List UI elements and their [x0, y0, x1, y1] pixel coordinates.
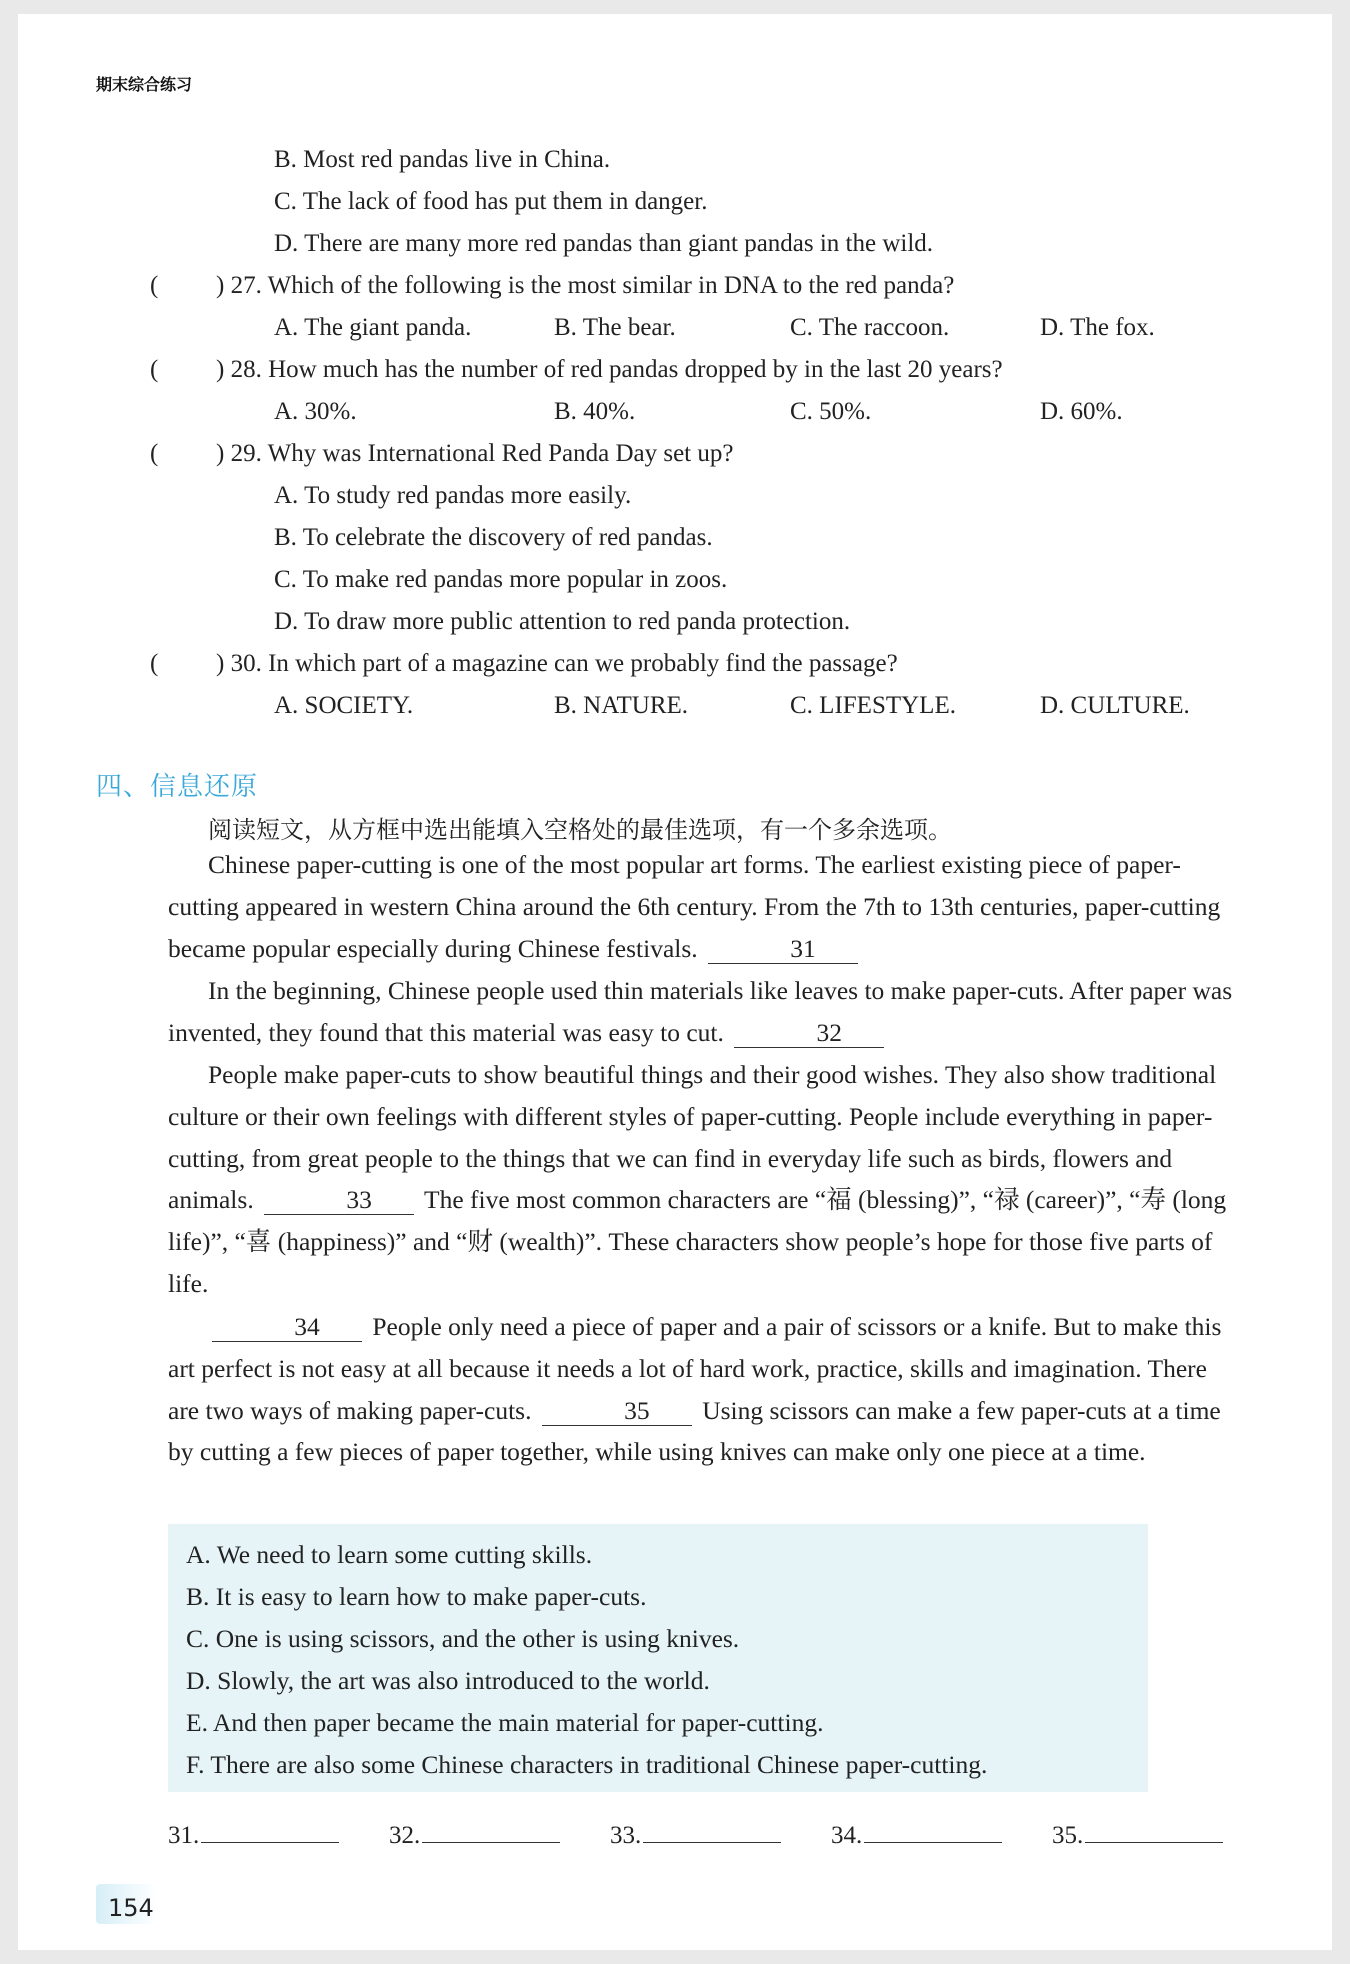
passage-text: Using scissors can make a few paper-cuts at a time by cutting a few pieces of paper together, while using knives can make only one piece at a time. [168, 1395, 1221, 1467]
answer-line[interactable] [201, 1820, 339, 1843]
q30-option-b: B. NATURE. [554, 692, 689, 719]
q29-option-a: A. To study red pandas more easily. [274, 482, 632, 509]
q27-answer-paren[interactable]: ( [150, 272, 159, 299]
answer-label: 31. [168, 1822, 200, 1849]
q27-option-a: A. The giant panda. [274, 314, 472, 341]
q26-option-d: D. There are many more red pandas than giant pandas in the wild. [274, 230, 934, 257]
q27-stem: ) 27. Which of the following is the most similar in DNA to the red panda? [216, 272, 955, 299]
answer-34[interactable] [831, 1820, 1002, 1850]
header-title: 期末综合练习 [96, 75, 193, 94]
passage-paragraph-3 [168, 1054, 1238, 1305]
section-heading: 四、信息还原 [96, 772, 259, 802]
box-option-e: E. And then paper became the main material for paper-cutting. [186, 1708, 824, 1737]
q28-option-a: A. 30%. [274, 398, 357, 425]
passage-text: The five most common characters are “福 (blessing)”, “禄 (career)”, “寿 (long life)”, “喜 (happiness)” and “财 (wealth)”. These characters show people’s hope for those five parts of life. [168, 1185, 1227, 1298]
blank-32[interactable]: 32 [734, 1019, 884, 1048]
q30-option-d: D. CULTURE. [1040, 692, 1190, 719]
answer-33[interactable] [610, 1820, 781, 1850]
workbook-page [18, 14, 1332, 1950]
q28-option-c: C. 50%. [790, 398, 872, 425]
q28-answer-paren[interactable]: ( [150, 356, 159, 383]
passage-text: People only need a piece of paper and a pair of scissors or a knife. But to make this art perfect is not easy at all because it needs a lot of hard work, practice, skills and imagination. There are two ways of making paper-cuts. [168, 1312, 1222, 1425]
q27-option-d: D. The fox. [1040, 314, 1155, 341]
q30-option-c: C. LIFESTYLE. [790, 692, 956, 719]
blank-35[interactable]: 35 [542, 1397, 692, 1426]
answer-line[interactable] [1085, 1820, 1223, 1843]
blank-31[interactable]: 31 [708, 935, 858, 964]
answer-label: 35. [1052, 1822, 1084, 1849]
box-option-a: A. We need to learn some cutting skills. [186, 1540, 593, 1569]
answer-32[interactable] [389, 1820, 560, 1850]
blank-34[interactable]: 34 [212, 1313, 362, 1342]
blank-33[interactable]: 33 [264, 1186, 414, 1215]
box-option-d: D. Slowly, the art was also introduced to the world. [186, 1666, 710, 1695]
q28-option-b: B. 40%. [554, 398, 636, 425]
q29-option-b: B. To celebrate the discovery of red pandas. [274, 524, 713, 551]
passage-paragraph-2 [168, 970, 1238, 1054]
q27-option-b: B. The bear. [554, 314, 676, 341]
q29-stem: ) 29. Why was International Red Panda Day set up? [216, 440, 734, 467]
answer-label: 34. [831, 1822, 863, 1849]
answer-31[interactable] [168, 1820, 339, 1850]
answer-label: 32. [389, 1822, 421, 1849]
q29-option-d: D. To draw more public attention to red panda protection. [274, 608, 851, 635]
q28-option-d: D. 60%. [1040, 398, 1123, 425]
box-option-f: F. There are also some Chinese characters in traditional Chinese paper-cutting. [186, 1750, 988, 1779]
q30-stem: ) 30. In which part of a magazine can we probably find the passage? [216, 650, 898, 677]
answer-line[interactable] [864, 1820, 1002, 1843]
passage-text: In the beginning, Chinese people used thin materials like leaves to make paper-cuts. After paper was invented, they found that this material was easy to cut. [168, 976, 1233, 1047]
section-instruction: 阅读短文，从方框中选出能填入空格处的最佳选项，有一个多余选项。 [208, 816, 952, 844]
q26-option-b: B. Most red pandas live in China. [274, 146, 611, 173]
box-option-b: B. It is easy to learn how to make paper-cuts. [186, 1582, 647, 1611]
q29-answer-paren[interactable]: ( [150, 440, 159, 467]
passage-text: People make paper-cuts to show beautiful things and their good wishes. They also show traditional culture or their own feelings with different styles of paper-cutting. People include everything in paper-cutting, from great people to the things that we can find in everyday life such as birds, flowers and animals. [168, 1060, 1217, 1215]
q26-option-c: C. The lack of food has put them in danger. [274, 188, 708, 215]
options-box [168, 1524, 1148, 1792]
q30-answer-paren[interactable]: ( [150, 650, 159, 677]
box-option-c: C. One is using scissors, and the other is using knives. [186, 1624, 740, 1653]
answer-35[interactable] [1052, 1820, 1223, 1850]
passage-paragraph-4 [168, 1306, 1238, 1473]
q30-option-a: A. SOCIETY. [274, 692, 414, 719]
q27-option-c: C. The raccoon. [790, 314, 950, 341]
q28-stem: ) 28. How much has the number of red pandas dropped by in the last 20 years? [216, 356, 1003, 383]
answer-line[interactable] [422, 1820, 560, 1843]
q29-option-c: C. To make red pandas more popular in zoos. [274, 566, 728, 593]
passage-paragraph-1 [168, 844, 1238, 969]
answer-line[interactable] [643, 1820, 781, 1843]
answer-label: 33. [610, 1822, 642, 1849]
page-number: 154 [108, 1894, 154, 1922]
passage-text: Chinese paper-cutting is one of the most popular art forms. The earliest existing piece of paper-cutting appeared in western China around the 6th century. From the 7th to 13th centuries, paper-cutting became popular especially during Chinese festivals. [168, 850, 1221, 963]
